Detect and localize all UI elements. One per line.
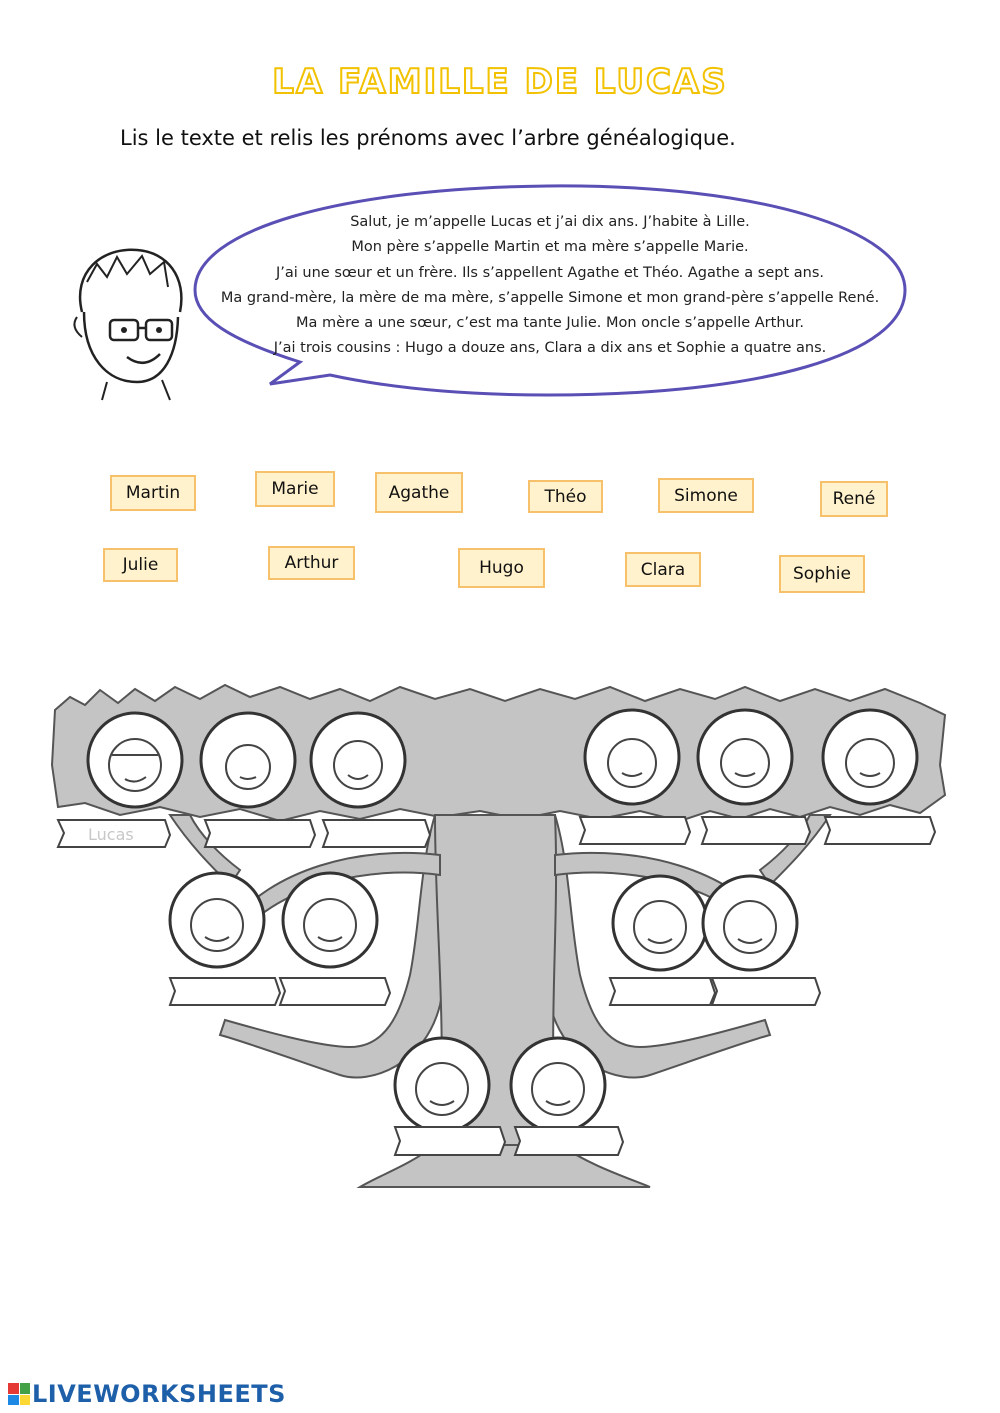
ribbon-slot xyxy=(712,978,820,1005)
name-card-marie[interactable]: Marie xyxy=(255,471,335,507)
ribbon-slot xyxy=(610,978,715,1005)
ribbon-slot xyxy=(280,978,390,1005)
lucas-illustration xyxy=(62,242,192,402)
ribbon-slot xyxy=(323,820,430,847)
portrait-girl xyxy=(311,713,405,807)
portrait-father xyxy=(170,873,264,967)
ribbon-slot xyxy=(515,1127,623,1155)
footer-text: LIVEWORKSHEETS xyxy=(32,1380,286,1408)
ribbon-slot xyxy=(395,1127,505,1155)
bubble-line: J’ai trois cousins : Hugo a douze ans, Clara a dix ans et Sophie a quatre ans. xyxy=(273,340,827,357)
family-tree xyxy=(40,675,960,1210)
name-card-arthur[interactable]: Arthur xyxy=(268,546,355,580)
portrait-baby xyxy=(201,713,295,807)
portrait-grandfather xyxy=(511,1038,605,1132)
name-card-hugo[interactable]: Hugo xyxy=(458,548,545,588)
portrait-cousin-girl xyxy=(698,710,792,804)
portrait-mother xyxy=(283,873,377,967)
bubble-line: Mon père s’appelle Martin et ma mère s’appelle Marie. xyxy=(351,239,749,256)
name-card-sophie[interactable]: Sophie xyxy=(779,555,865,593)
liveworksheets-logo-icon xyxy=(8,1383,30,1405)
portrait-lucas xyxy=(88,713,182,807)
portrait-aunt xyxy=(613,876,707,970)
ribbon-slot xyxy=(702,817,810,844)
ribbon-slot xyxy=(205,820,315,847)
name-card-julie[interactable]: Julie xyxy=(103,548,178,582)
portrait-cousin-boy xyxy=(585,710,679,804)
instruction-text: Lis le texte et relis les prénoms avec l’arbre généalogique. xyxy=(120,126,736,150)
ribbon-slot xyxy=(170,978,280,1005)
tree-foliage xyxy=(52,685,945,821)
bubble-line: Ma grand-mère, la mère de ma mère, s’appelle Simone et mon grand-père s’appelle René. xyxy=(220,289,880,306)
name-card-rene[interactable]: René xyxy=(820,481,888,517)
bubble-text xyxy=(200,210,900,362)
name-card-martin[interactable]: Martin xyxy=(110,475,196,511)
worksheet-title: LA FAMILLE DE LUCAS xyxy=(272,62,728,102)
name-card-agathe[interactable]: Agathe xyxy=(375,472,463,513)
bubble-line: Ma mère a une sœur, c’est ma tante Julie. Mon oncle s’appelle Arthur. xyxy=(296,315,804,332)
name-card-clara[interactable]: Clara xyxy=(625,552,701,587)
portrait-uncle xyxy=(703,876,797,970)
footer-brand xyxy=(8,1380,286,1408)
ribbon-slot xyxy=(580,817,690,844)
bubble-line: Salut, je m’appelle Lucas et j’ai dix ans. J’habite à Lille. xyxy=(350,214,750,230)
name-card-simone[interactable]: Simone xyxy=(658,478,754,513)
ribbon-slot xyxy=(825,817,935,844)
portrait-cousin-small xyxy=(823,710,917,804)
portrait-grandmother xyxy=(395,1038,489,1132)
ribbon-label-lucas: Lucas xyxy=(88,825,134,844)
name-card-theo[interactable]: Théo xyxy=(528,480,603,513)
bubble-line: J’ai une sœur et un frère. Ils s’appellent Agathe et Théo. Agathe a sept ans. xyxy=(276,264,824,281)
